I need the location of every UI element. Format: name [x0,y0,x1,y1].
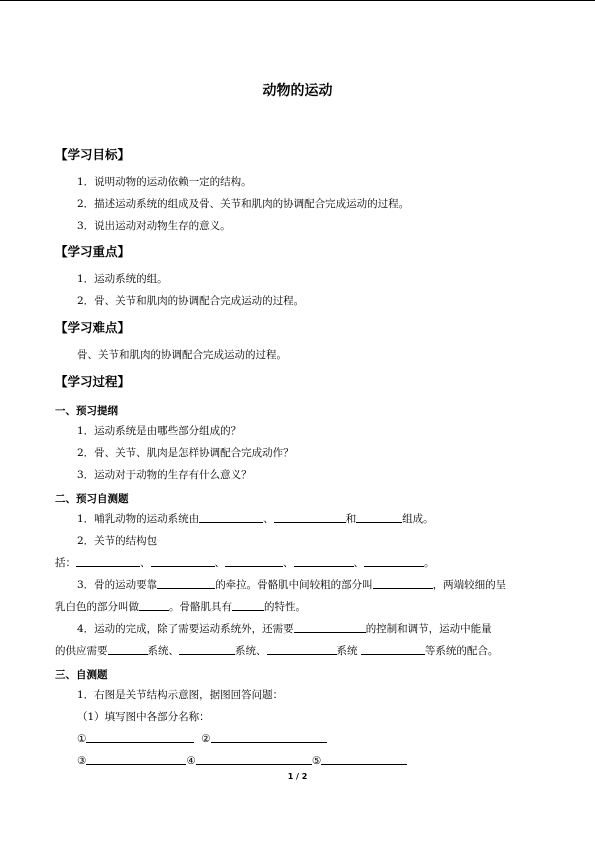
exercise-q1: 1．右图是关节结构示意图，据图回答问题： [77,689,284,701]
selftest-q3-line2: 乳白色的部分叫做 。骨骼肌具有 的特性。 [55,601,306,613]
process-heading: 【学习过程】 [55,374,131,389]
answer-blank[interactable] [274,512,346,523]
answer-blank[interactable] [179,644,235,655]
goal-item-3: 3．说出运动对动物生存的意义。 [77,220,231,232]
answer-blank[interactable] [364,556,424,567]
page-title: 动物的运动 [262,83,333,99]
goals-heading: 【学习目标】 [55,147,131,162]
selftest-q3-line1: 3．骨的运动要靠 的牵拉。骨骼肌中间较粗的部分叫 ，两端较细的呈 [77,579,507,591]
exercise-q1-1: （1）填写图中各部分名称： [77,711,210,723]
answer-blank[interactable] [267,644,337,655]
label-row-2: ③ ④ ⑤ [77,754,407,768]
key-point-item-2: 2．骨、关节和肌肉的协调配合完成运动的过程。 [77,295,305,307]
answer-blank[interactable] [196,754,312,765]
selftest-q4-line1: 4．运动的完成，除了需要运动系统外，还需要 的控制和调节，运动中能量 [77,623,492,635]
answer-blank[interactable] [151,556,215,567]
answer-blank[interactable] [139,600,169,611]
outline-item-2: 2．骨、关节、肌肉是怎样协调配合完成动作？ [77,447,294,459]
answer-blank[interactable] [86,754,186,765]
goal-item-2: 2．描述运动系统的组成及骨、关节和肌肉的协调配合完成运动的过程。 [77,198,410,210]
answer-blank[interactable] [86,732,194,743]
answer-blank[interactable] [199,512,263,523]
key-point-item-1: 1．运动系统的组。 [77,273,168,285]
selftest-q2-line1: 2．关节的结构包 [77,535,158,547]
answer-blank[interactable] [211,732,327,743]
selftest-q4-line2: 的供应需要 系统、 系统、 系统 等系统的配合。 [55,645,499,657]
answer-blank[interactable] [294,622,366,633]
answer-blank[interactable] [321,754,407,765]
top-rule [0,0,595,1]
selftest-q1: 1．哺乳动物的运动系统由 、 和 组成。 [77,513,434,525]
answer-blank[interactable] [232,600,264,611]
answer-blank[interactable] [373,578,433,589]
outline-item-1: 1．运动系统是由哪些部分组成的？ [77,425,242,437]
outline-heading: 一、预习提纲 [55,405,118,417]
goal-item-1: 1．说明动物的运动依赖一定的结构。 [77,176,252,188]
answer-blank[interactable] [361,644,425,655]
outline-item-3: 3．运动对于动物的生存有什么意义？ [77,469,252,481]
key-points-heading: 【学习重点】 [55,244,131,259]
exercises-heading: 三、自测题 [55,669,108,681]
answer-blank[interactable] [294,556,354,567]
answer-blank[interactable] [356,512,402,523]
answer-blank[interactable] [108,644,148,655]
difficulty-item-1: 骨、关节和肌肉的协调配合完成运动的过程。 [77,349,287,361]
answer-blank[interactable] [76,556,140,567]
difficulties-heading: 【学习难点】 [55,320,131,335]
answer-blank[interactable] [157,578,215,589]
answer-blank[interactable] [225,556,283,567]
page-number: 1 / 2 [287,772,308,781]
label-row-1: ① ② [77,732,327,746]
selftest-q2-line2: 括： 、 、 、 、 。 [55,557,435,569]
selftest-heading: 二、预习自测题 [55,493,129,505]
